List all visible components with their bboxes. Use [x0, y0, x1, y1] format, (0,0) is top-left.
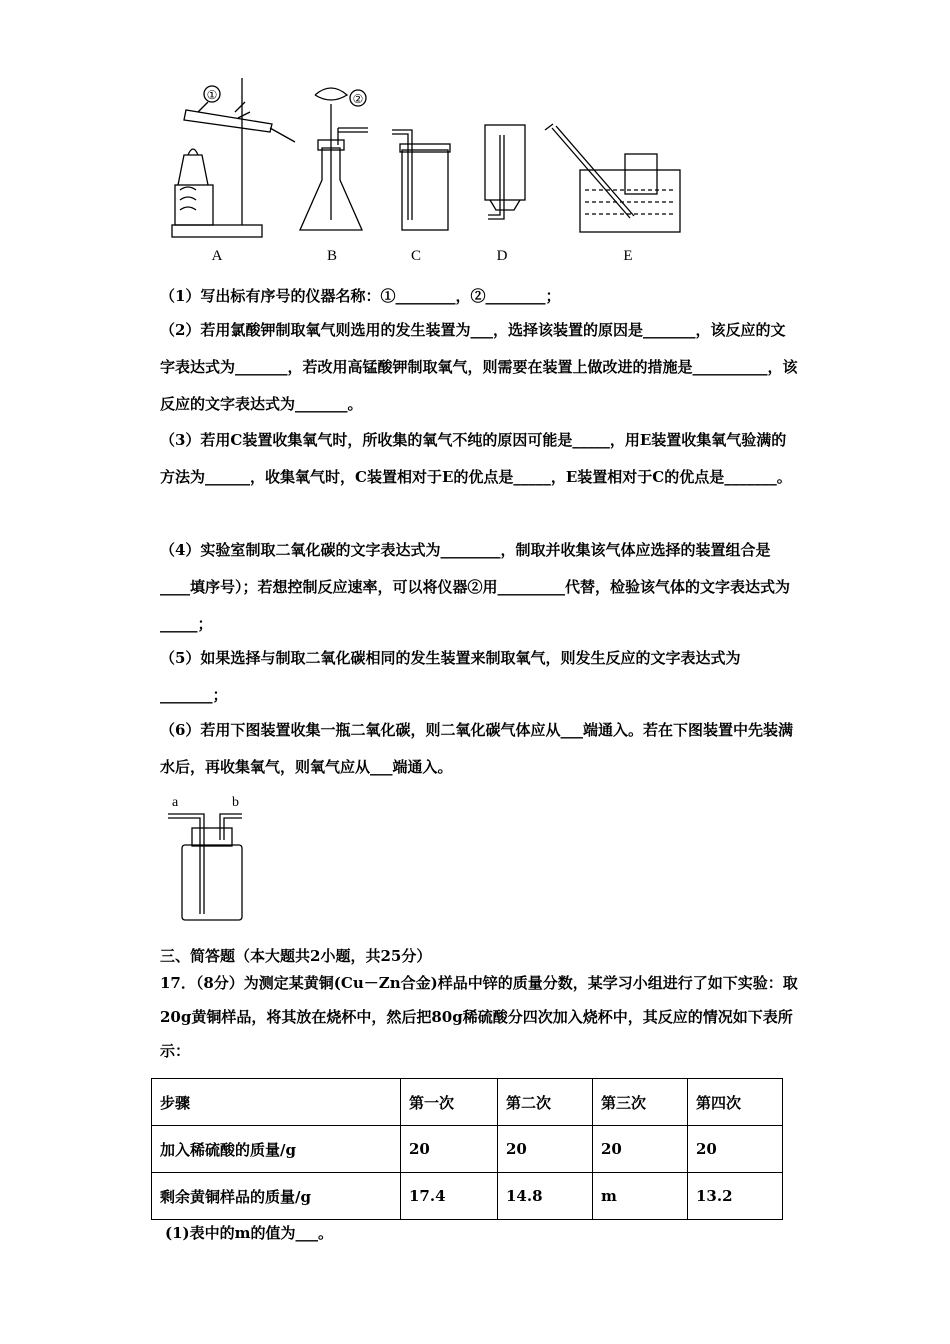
table-cell: 20	[688, 1126, 783, 1173]
table-cell: 13.2	[688, 1173, 783, 1220]
label-C: C	[410, 248, 422, 264]
marker-2: ②	[352, 92, 364, 106]
table-header-row	[152, 1079, 783, 1126]
question-4: （4）实验室制取二氧化碳的文字表达式为________，制取并收集该气体应选择的装置组合是____填序号）；若想控制反应速率，可以将仪器②用_________代替，检验该气体的文字表达式为_____；	[160, 541, 791, 633]
table-header-cell: 第一次	[401, 1079, 498, 1126]
table-cell: 20	[593, 1126, 688, 1173]
table-header-cell: 第三次	[593, 1079, 688, 1126]
table-header-cell: 步骤	[152, 1079, 401, 1126]
table-cell: 20	[498, 1126, 593, 1173]
label-E: E	[623, 248, 633, 264]
table-row	[152, 1173, 783, 1220]
data-table	[151, 1078, 783, 1220]
table-cell: 加入稀硫酸的质量/g	[152, 1126, 401, 1173]
question-17: 17．（8分）为测定某黄铜(Cu－Zn合金)样品中锌的质量分数，某学习小组进行了如下实验：取20g黄铜样品，将其放在烧杯中，然后把80g稀硫酸分四次加入烧杯中，其反应的情况如下表所示：	[160, 974, 798, 1060]
question-5: （5）如果选择与制取二氧化碳相同的发生装置来制取氧气，则发生反应的文字表达式为_______；	[160, 649, 741, 704]
bottle-label-a: a	[172, 795, 179, 810]
question-6: （6）若用下图装置收集一瓶二氧化碳，则二氧化碳气体应从___端通入。若在下图装置中先装满水后，再收集氧气，则氧气应从___端通入。	[160, 721, 793, 776]
question-2: （2）若用氯酸钾制取氧气则选用的发生装置为___，选择该装置的原因是_______，该反应的文字表达式为_______，若改用高锰酸钾制取氧气，则需要在装置上做改进的措施是__________，该反应的文字表达式为_______。	[160, 321, 798, 413]
table-header-cell: 第二次	[498, 1079, 593, 1126]
table-cell: 14.8	[498, 1173, 593, 1220]
table-cell: 20	[401, 1126, 498, 1173]
label-D: D	[496, 248, 508, 264]
label-B: B	[326, 248, 338, 264]
label-A: A	[211, 248, 223, 264]
marker-1: ①	[206, 88, 218, 102]
gas-bottle-figure	[160, 790, 270, 925]
question-17-sub-1: (1)表中的m的值为___。	[165, 1224, 334, 1242]
question-1: （1）写出标有序号的仪器名称：①________，②________；	[160, 287, 561, 305]
bottle-label-b: b	[232, 795, 239, 810]
table-cell: 17.4	[401, 1173, 498, 1220]
question-3: （3）若用C装置收集氧气时，所收集的氧气不纯的原因可能是_____，用E装置收集氧气验满的方法为______，收集氧气时，C装置相对于E的优点是_____，E装置相对于C的优点是_______。	[160, 431, 792, 486]
section-title: 三、简答题（本大题共2小题，共25分）	[160, 947, 432, 965]
table-cell: m	[593, 1173, 688, 1220]
table-cell: 剩余黄铜样品的质量/g	[152, 1173, 401, 1220]
apparatus-figure	[160, 70, 700, 270]
table-header-cell: 第四次	[688, 1079, 783, 1126]
table-row	[152, 1126, 783, 1173]
